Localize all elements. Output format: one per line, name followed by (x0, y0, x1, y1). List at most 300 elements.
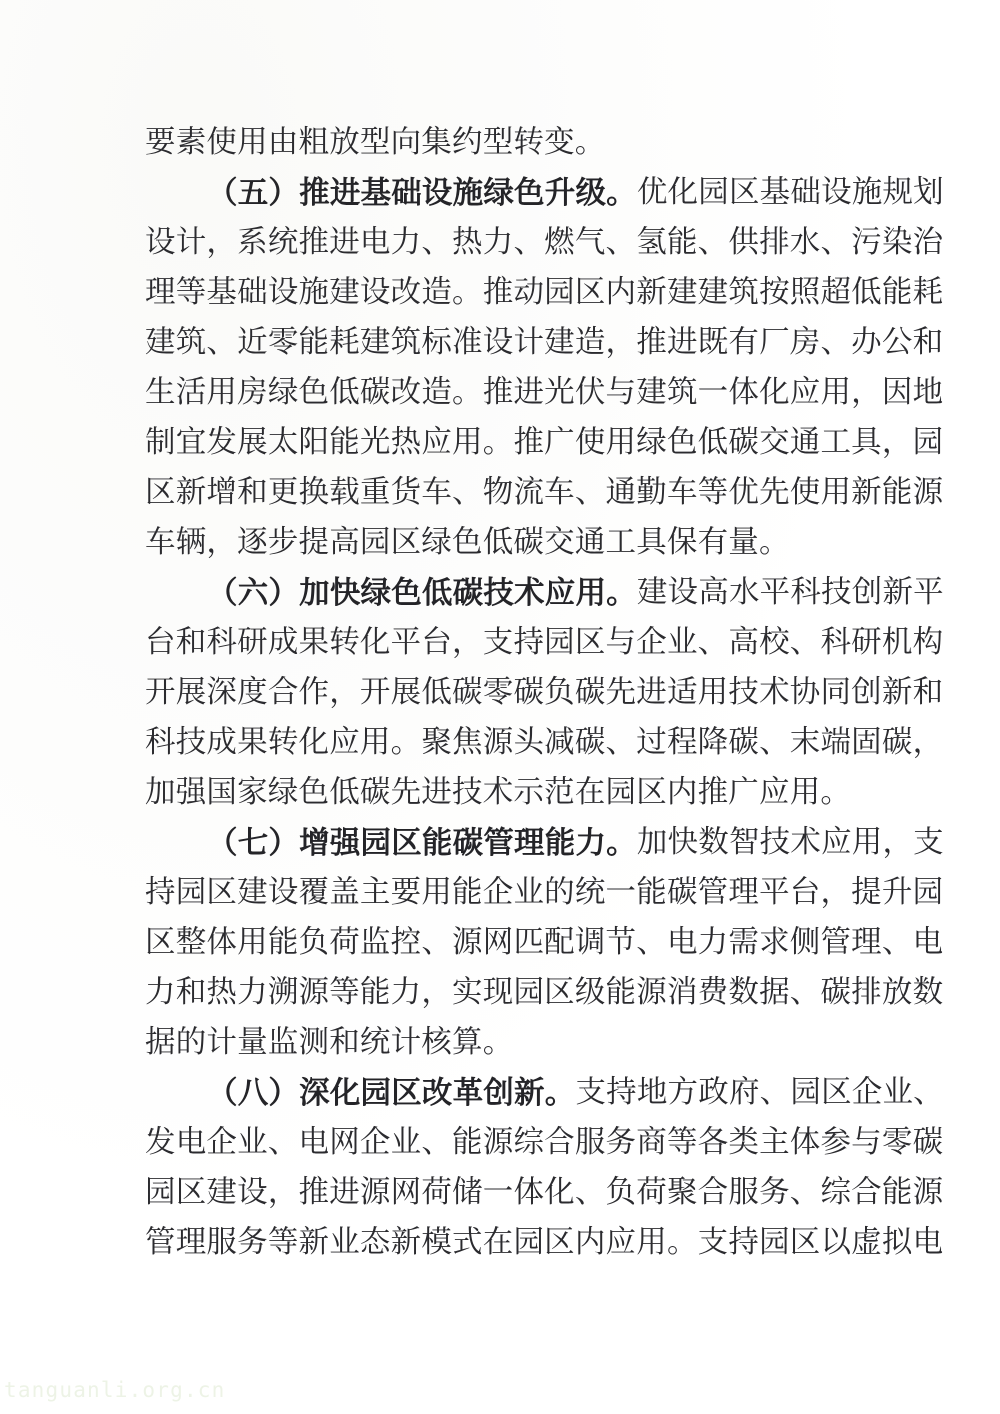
text-line: 据的计量监测和统计核算。 (145, 1025, 514, 1060)
glyph: 活 (175, 375, 207, 410)
glyph: 技 (175, 725, 207, 760)
glyph: 改 (421, 1075, 453, 1111)
glyph: 础 (391, 175, 422, 211)
glyph: 改 (390, 375, 422, 410)
glyph: 能 (267, 925, 299, 960)
glyph: 园 (790, 1075, 822, 1110)
glyph: ， (912, 725, 944, 760)
glyph: 供 (728, 225, 760, 260)
glyph: 建 (544, 325, 575, 360)
glyph: 数 (698, 825, 729, 860)
text-line (145, 318, 944, 368)
glyph: 术 (759, 675, 790, 710)
glyph: 荷 (421, 1175, 453, 1210)
text-line (145, 918, 944, 968)
text-line (145, 1168, 944, 1218)
glyph: 新 (882, 575, 914, 610)
glyph: 染 (881, 225, 913, 260)
glyph: 电 (298, 1125, 330, 1160)
glyph: 色 (298, 375, 330, 410)
glyph: 负 (298, 925, 330, 960)
glyph: 高 (728, 625, 760, 660)
glyph: 园 (912, 425, 944, 460)
glyph: 新 (514, 1075, 545, 1111)
glyph: 八 (237, 1075, 269, 1111)
glyph: 设 (821, 175, 852, 210)
glyph: （ (207, 1075, 238, 1111)
text-line (145, 568, 944, 618)
glyph: 先 (759, 475, 790, 510)
glyph: 推 (299, 175, 330, 211)
glyph: 理 (851, 925, 882, 960)
glyph: 发 (206, 425, 238, 460)
glyph: 新 (175, 475, 207, 510)
glyph: 碳 (452, 825, 484, 861)
text-line (145, 718, 944, 768)
glyph: 基 (206, 275, 238, 310)
glyph: 构 (912, 625, 944, 660)
glyph: 能 (421, 825, 453, 861)
glyph: 成 (206, 725, 238, 760)
glyph: 园 (544, 625, 575, 660)
glyph: 用 (636, 1225, 667, 1260)
glyph: 合 (267, 675, 299, 710)
glyph: 用 (575, 575, 607, 611)
glyph: ， (267, 1175, 299, 1210)
glyph: 、 (605, 725, 637, 760)
glyph: 计 (175, 225, 207, 260)
glyph: 水 (728, 575, 760, 610)
glyph: 使 (574, 425, 606, 460)
glyph: 服 (206, 1225, 238, 1260)
glyph: 展 (237, 425, 268, 460)
glyph: 绿 (483, 175, 515, 211)
glyph: 能 (329, 425, 360, 460)
glyph: 需 (728, 925, 760, 960)
glyph: 理 (514, 825, 545, 861)
text-line (145, 218, 944, 268)
glyph: 区 (391, 825, 422, 861)
document-body (145, 118, 944, 1268)
glyph: 统 (574, 875, 606, 910)
glyph: 设 (145, 225, 176, 260)
glyph: 管 (145, 1225, 176, 1260)
glyph: 、 (789, 625, 821, 660)
glyph: 实 (452, 975, 483, 1010)
glyph: 源 (298, 975, 330, 1010)
glyph: 等 (666, 1125, 698, 1160)
glyph: 应 (421, 425, 453, 460)
glyph: 具 (851, 425, 882, 460)
glyph: 超 (820, 275, 852, 310)
glyph: ， (206, 225, 238, 260)
glyph: 进 (666, 325, 698, 360)
glyph: 溯 (267, 975, 299, 1010)
glyph: 体 (728, 375, 760, 410)
glyph: 区 (145, 475, 176, 510)
glyph: 公 (881, 325, 913, 360)
glyph: 货 (390, 475, 422, 510)
glyph: 网 (329, 1125, 360, 1160)
glyph: 力 (697, 925, 729, 960)
glyph: 应 (789, 375, 821, 410)
paragraph (145, 1068, 944, 1268)
glyph: 创 (851, 675, 882, 710)
glyph: 排 (759, 225, 790, 260)
glyph: 五 (237, 175, 269, 211)
glyph: 放 (881, 975, 913, 1010)
glyph: 。 (482, 425, 514, 460)
glyph: 企 (636, 625, 667, 660)
glyph: 网 (482, 925, 514, 960)
glyph: 气 (574, 225, 606, 260)
glyph: 能 (881, 1175, 913, 1210)
glyph: 级 (574, 975, 606, 1010)
glyph: 平 (759, 875, 790, 910)
glyph: 、 (574, 475, 606, 510)
glyph: 。 (666, 1225, 698, 1260)
glyph: 办 (851, 325, 882, 360)
glyph: 合 (544, 1125, 575, 1160)
glyph: 载 (329, 475, 360, 510)
glyph: 理 (145, 275, 176, 310)
glyph: 数 (728, 975, 760, 1010)
glyph: 造 (421, 275, 453, 310)
glyph: 地 (636, 1075, 668, 1110)
glyph: 伏 (574, 375, 606, 410)
glyph: 果 (298, 625, 330, 660)
glyph: 校 (759, 625, 790, 660)
glyph: 低 (329, 375, 360, 410)
glyph: 术 (514, 575, 545, 611)
glyph: 加 (299, 575, 330, 611)
glyph: 展 (175, 675, 207, 710)
text-line (145, 168, 944, 218)
glyph: 础 (237, 275, 268, 310)
glyph: 与 (605, 375, 637, 410)
glyph: 和 (175, 975, 207, 1010)
glyph: 调 (574, 925, 606, 960)
glyph: 园 (698, 175, 729, 210)
glyph: 化 (359, 625, 391, 660)
glyph: 车 (666, 475, 698, 510)
glyph: 台 (145, 625, 176, 660)
glyph: 化 (329, 1075, 361, 1111)
glyph: 。 (452, 375, 483, 410)
glyph: 流 (513, 475, 545, 510)
glyph: 创 (483, 1075, 515, 1111)
glyph: 力 (482, 225, 514, 260)
glyph: 科 (790, 575, 822, 610)
glyph: 进 (513, 375, 545, 410)
glyph: 和 (912, 325, 944, 360)
glyph: 固 (851, 725, 882, 760)
glyph: 高 (698, 575, 729, 610)
glyph: 负 (605, 1175, 637, 1210)
glyph: 头 (513, 725, 545, 760)
glyph: 新 (881, 675, 913, 710)
glyph: 、 (513, 225, 545, 260)
glyph: 科 (820, 625, 852, 660)
glyph: 、 (421, 225, 453, 260)
glyph: 有 (728, 325, 760, 360)
glyph: 创 (851, 575, 883, 610)
glyph: 、 (759, 1075, 791, 1110)
glyph: 能 (359, 975, 391, 1010)
glyph: 侧 (789, 925, 821, 960)
glyph: 优 (728, 475, 760, 510)
glyph: 先 (605, 675, 637, 710)
glyph: 建 (636, 575, 668, 610)
glyph: 通 (605, 475, 637, 510)
paragraph (145, 168, 944, 568)
glyph: 电 (912, 925, 944, 960)
glyph: 焦 (452, 725, 483, 760)
glyph: 区 (544, 1225, 575, 1260)
glyph: 准 (452, 325, 483, 360)
glyph: 提 (851, 875, 882, 910)
glyph: 管 (697, 875, 729, 910)
glyph: 碳 (359, 375, 391, 410)
glyph: 荷 (329, 925, 360, 960)
glyph: 、 (574, 1175, 606, 1210)
glyph: 动 (513, 275, 545, 310)
glyph: 制 (145, 425, 176, 460)
glyph: 研 (237, 625, 268, 660)
text-line (145, 1218, 944, 1268)
glyph: 新 (298, 1225, 330, 1260)
glyph: 低 (697, 425, 729, 460)
glyph: 端 (820, 725, 852, 760)
text-line (145, 618, 944, 668)
glyph: 建 (697, 275, 729, 310)
glyph: 、 (206, 325, 238, 360)
glyph: 化 (667, 175, 699, 210)
glyph: 综 (513, 1125, 545, 1160)
glyph: 革 (452, 1075, 484, 1111)
glyph: 。 (544, 1075, 576, 1111)
glyph: 区 (544, 975, 575, 1010)
glyph: 设 (359, 275, 391, 310)
glyph: 用 (605, 425, 637, 460)
glyph: （ (207, 175, 238, 211)
glyph: 与 (605, 625, 637, 660)
glyph: 换 (298, 475, 330, 510)
glyph: 零 (881, 1125, 913, 1160)
glyph: 源 (482, 1125, 514, 1160)
glyph: 力 (575, 825, 607, 861)
glyph: 设 (267, 875, 299, 910)
glyph: 施 (851, 175, 883, 210)
glyph: 因 (881, 375, 913, 410)
glyph: 电 (666, 925, 698, 960)
glyph: 按 (759, 275, 790, 310)
glyph: 碳 (452, 675, 483, 710)
glyph: 基 (759, 175, 791, 210)
glyph: 耗 (912, 275, 944, 310)
glyph: 碳 (513, 675, 545, 710)
glyph: 建 (206, 1175, 238, 1210)
glyph: 、 (697, 225, 729, 260)
glyph: 低 (421, 575, 453, 611)
glyph: 。 (606, 175, 637, 211)
glyph: 应 (329, 725, 360, 760)
glyph: 盖 (329, 875, 360, 910)
glyph: 服 (574, 1125, 606, 1160)
glyph: 建 (636, 375, 667, 410)
glyph: 支 (697, 1225, 729, 1260)
glyph: 用 (359, 725, 391, 760)
glyph: 、 (789, 1175, 821, 1210)
glyph: 碳 (574, 725, 606, 760)
glyph: 覆 (298, 875, 330, 910)
glyph: 广 (544, 425, 575, 460)
glyph: 能 (636, 875, 667, 910)
glyph: 筑 (666, 375, 698, 410)
glyph: ， (329, 675, 360, 710)
glyph: 用 (237, 925, 268, 960)
glyph: 降 (697, 725, 729, 760)
glyph: 建 (145, 325, 176, 360)
glyph: 聚 (421, 725, 453, 760)
glyph: 勤 (636, 475, 667, 510)
glyph: 研 (851, 625, 882, 660)
glyph: 色 (391, 575, 422, 611)
glyph: 荷 (636, 1175, 667, 1210)
glyph: 源 (359, 1175, 391, 1210)
glyph: 体 (206, 925, 238, 960)
glyph: （ (207, 825, 238, 861)
glyph: 碳 (574, 675, 606, 710)
glyph: 房 (789, 325, 821, 360)
glyph: 、 (913, 1075, 944, 1110)
glyph: 消 (666, 975, 698, 1010)
glyph: 用 (851, 825, 883, 860)
glyph: 节 (605, 925, 637, 960)
glyph: 绿 (636, 425, 667, 460)
text-line (145, 968, 944, 1018)
glyph: 强 (329, 825, 361, 861)
glyph: 业 (513, 875, 545, 910)
glyph: ， (851, 375, 882, 410)
glyph: 推 (298, 225, 330, 260)
glyph: 内 (605, 275, 637, 310)
glyph: 业 (882, 1075, 914, 1110)
glyph: 用 (452, 425, 483, 460)
glyph: 造 (421, 375, 453, 410)
glyph: 标 (421, 325, 453, 360)
glyph: 储 (452, 1175, 483, 1210)
glyph: 光 (359, 425, 391, 460)
glyph: 低 (421, 675, 453, 710)
glyph: 匹 (513, 925, 545, 960)
glyph: 区 (789, 1225, 821, 1260)
glyph: ， (452, 625, 483, 660)
glyph: 进 (329, 1175, 360, 1210)
glyph: ， (605, 325, 637, 360)
glyph: 进 (636, 675, 667, 710)
glyph: 持 (145, 875, 176, 910)
glyph: 程 (666, 725, 698, 760)
glyph: 发 (145, 1125, 176, 1160)
glyph: 合 (851, 1175, 882, 1210)
glyph: 车 (421, 475, 453, 510)
glyph: 业 (237, 1125, 268, 1160)
glyph: 平 (390, 625, 422, 660)
glyph: 力 (237, 975, 268, 1010)
glyph: 生 (145, 375, 176, 410)
glyph: 科 (206, 625, 238, 660)
glyph: 。 (390, 725, 422, 760)
glyph: 持 (606, 1075, 637, 1110)
glyph: 推 (513, 425, 545, 460)
glyph: 水 (789, 225, 821, 260)
glyph: 低 (851, 275, 882, 310)
glyph: 区 (175, 1175, 207, 1210)
glyph: 力 (145, 975, 176, 1010)
glyph: 企 (851, 1075, 883, 1110)
glyph: 区 (391, 1075, 422, 1111)
glyph: 在 (482, 1225, 514, 1260)
glyph: 施 (298, 275, 330, 310)
glyph: 园 (513, 1225, 545, 1260)
glyph: 划 (913, 175, 944, 210)
glyph: 七 (237, 825, 269, 861)
glyph: 建 (666, 275, 698, 310)
glyph: 设 (267, 275, 299, 310)
glyph: 统 (267, 225, 299, 260)
glyph: 一 (482, 1175, 514, 1210)
paragraph (145, 118, 861, 168)
glyph: 过 (636, 725, 667, 760)
glyph: 类 (728, 1125, 760, 1160)
glyph: 规 (882, 175, 914, 210)
glyph: 管 (483, 825, 515, 861)
glyph: 费 (697, 975, 729, 1010)
glyph: 转 (267, 725, 299, 760)
glyph: 和 (237, 475, 268, 510)
glyph: 企 (206, 1125, 238, 1160)
glyph: 热 (452, 225, 483, 260)
glyph: 近 (237, 325, 268, 360)
glyph: 能 (452, 875, 483, 910)
glyph: 化 (298, 725, 330, 760)
glyph: 能 (881, 275, 913, 310)
text-line (145, 418, 944, 468)
glyph: 应 (605, 1225, 637, 1260)
glyph: 碳 (452, 575, 484, 611)
glyph: 车 (544, 475, 575, 510)
glyph: 式 (452, 1225, 483, 1260)
glyph: 持 (513, 625, 545, 660)
glyph: 参 (820, 1125, 852, 1160)
glyph: 、 (605, 225, 637, 260)
glyph: 治 (912, 225, 944, 260)
glyph: 工 (820, 425, 852, 460)
glyph: 化 (544, 1175, 575, 1210)
glyph: 设 (667, 575, 699, 610)
glyph: 污 (851, 225, 882, 260)
glyph: 、 (452, 475, 483, 510)
glyph: 技 (759, 825, 791, 860)
glyph: 等 (329, 975, 360, 1010)
glyph: 。 (452, 275, 483, 310)
glyph: 、 (881, 925, 913, 960)
text-line (145, 368, 944, 418)
glyph: 碳 (912, 1125, 944, 1160)
glyph: 通 (789, 425, 821, 460)
paragraph (145, 818, 944, 1068)
